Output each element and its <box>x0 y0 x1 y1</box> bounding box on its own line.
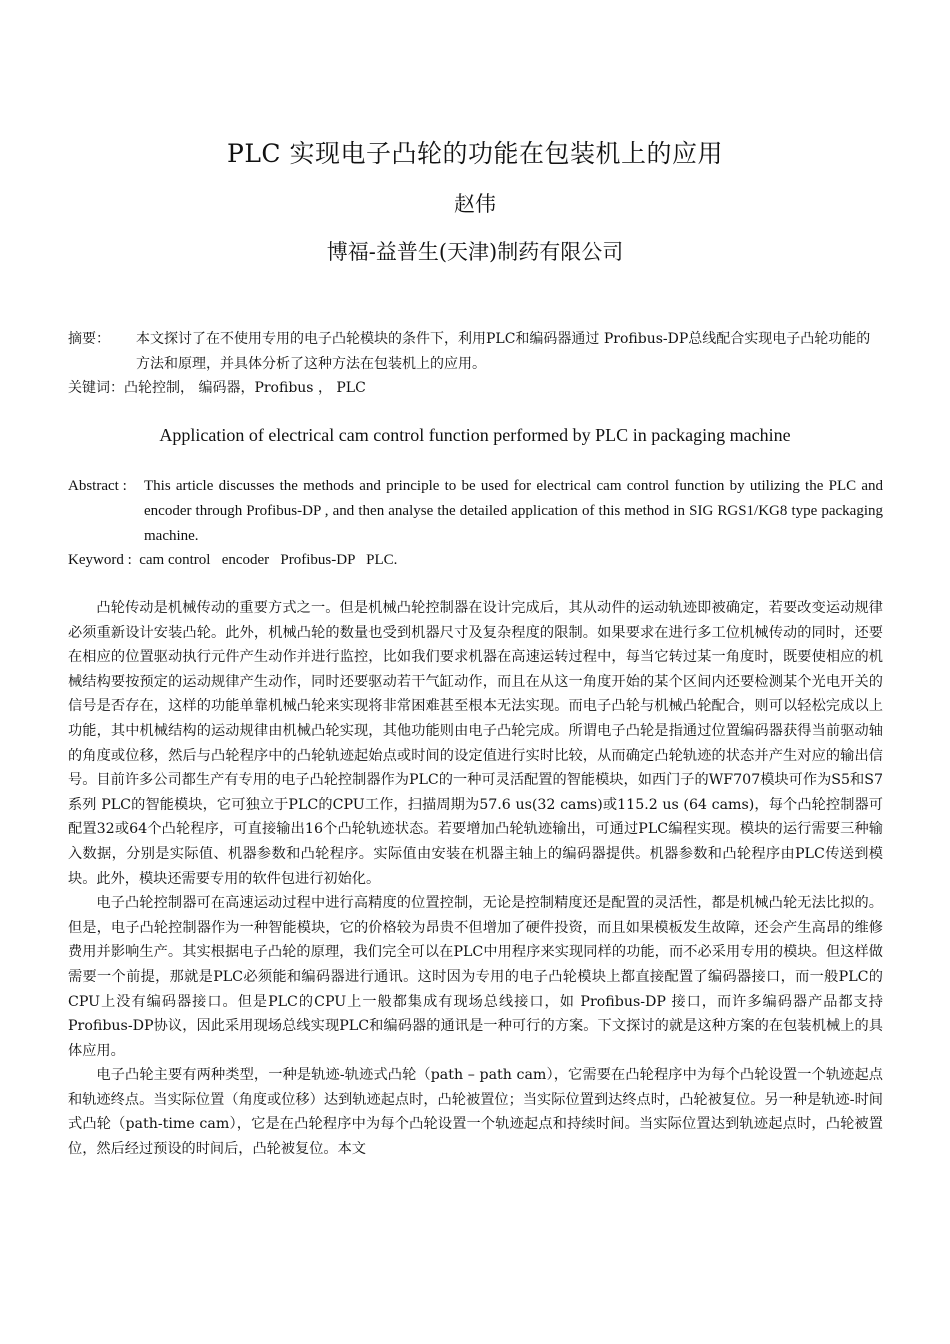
chinese-keywords: 关键词：凸轮控制， 编码器，Profibus ， PLC <box>68 380 366 396</box>
author-name: 赵伟 <box>454 192 496 216</box>
english-abstract <box>68 474 883 549</box>
body-text <box>68 596 883 1162</box>
english-abstract-label: Abstract : <box>68 478 127 494</box>
chinese-abstract-label: 摘要： <box>68 331 110 347</box>
chinese-abstract-text: 本文探讨了在不使用专用的电子凸轮模块的条件下，利用PLC和编码器通过 Profibus-DP总线配合实现电子凸轮功能的方法和原理，并具体分析了这种方法在包装机上的应用。 <box>136 331 871 372</box>
english-title: Application of electrical cam control function performed by PLC in packaging machine <box>159 425 791 445</box>
author-affiliation: 博福-益普生(天津)制药有限公司 <box>326 240 624 264</box>
body-paragraph: 电子凸轮控制器可在高速运动过程中进行高精度的位置控制，无论是控制精度还是配置的灵活性，都是机械凸轮无法比拟的。但是，电子凸轮控制器作为一种智能模块，它的价格较为昂贵不但增加了硬件投资，而且如果模板发生故障，还会产生高昂的维修费用并影响生产。其实根据电子凸轮的原理，我们完全可以在PLC中用程序来实现同样的功能，而不必采用专用的模块。但这样做需要一个前提，那就是PLC必须能和编码器进行通讯。这时因为专用的电子凸轮模块上都直接配置了编码器接口，而一般PLC的CPU上没有编码器接口。但是PLC的CPU上一般都集成有现场总线接口，如 Profibus-DP 接口，而许多编码器产品都支持Profibus-DP协议，因此采用现场总线实现PLC和编码器的通讯是一种可行的方案。下文探讨的就是这种方案的在包装机械上的具体应用。 <box>68 895 883 1059</box>
paper-title: PLC 实现电子凸轮的功能在包装机上的应用 <box>227 139 723 168</box>
english-abstract-text: This article discusses the methods and principle to be used for electrical cam control function by utilizing the PLC and encoder through Profibus-DP , and then analyse the detailed application of this method in SIG RGS1/KG8 type packaging machine. <box>144 478 883 544</box>
body-paragraph: 电子凸轮主要有两种类型，一种是轨迹-轨迹式凸轮（path – path cam），它需要在凸轮程序中为每个凸轮设置一个轨迹起点和轨迹终点。当实际位置（角度或位移）达到轨迹起点时，凸轮被置位；当实际位置到达终点时，凸轮被复位。另一种是轨迹-时间式凸轮（path-time cam），它是在凸轮程序中为每个凸轮设置一个轨迹起点和持续时间。当实际位置达到轨迹起点时，凸轮被置位，然后经过预设的时间后，凸轮被复位。本文 <box>68 1067 883 1158</box>
english-keywords: Keyword : cam control encoder Profibus-DP PLC. <box>68 552 398 568</box>
body-paragraph: 凸轮传动是机械传动的重要方式之一。但是机械凸轮控制器在设计完成后，其从动件的运动轨迹即被确定，若要改变运动规律必须重新设计安装凸轮。此外，机械凸轮的数量也受到机器尺寸及复杂程度的限制。如果要求在进行多工位机械传动的同时，还要在相应的位置驱动执行元件产生动作并进行监控，比如我们要求机器在高速运转过程中，每当它转过某一角度时，既要使相应的机械结构要按预定的运动规律产生动作，同时还要驱动若干气缸动作，而且在从这一角度开始的某个区间内还要检测某个光电开关的信号是否存在，这样的功能单靠机械凸轮来实现将非常困难甚至根本无法实现。而电子凸轮与机械凸轮配合，则可以轻松完成以上功能，其中机械结构的运动规律由机械凸轮实现，其他功能则由电子凸轮完成。所谓电子凸轮是指通过位置编码器获得当前驱动轴的角度或位移，然后与凸轮程序中的凸轮轨迹起始点或时间的设定值进行实时比较，从而确定凸轮轨迹的状态并产生对应的输出信号。目前许多公司都生产有专用的电子凸轮控制器作为PLC的一种可灵活配置的智能模块，如西门子的WF707模块可作为S5和S7系列 PLC的智能模块，它可独立于PLC的CPU工作，扫描周期为57.6 us(32 cams)或115.2 us (64 cams)，每个凸轮控制器可配置32或64个凸轮程序，可直接输出16个凸轮轨迹状态。若要增加凸轮轨迹输出，可通过PLC编程实现。模块的运行需要三种输入数据，分别是实际值、机器参数和凸轮程序。实际值由安装在机器主轴上的编码器提供。机器参数和凸轮程序由PLC传送到模块。此外，模块还需要专用的软件包进行初始化。 <box>68 600 883 887</box>
chinese-abstract <box>68 327 883 377</box>
